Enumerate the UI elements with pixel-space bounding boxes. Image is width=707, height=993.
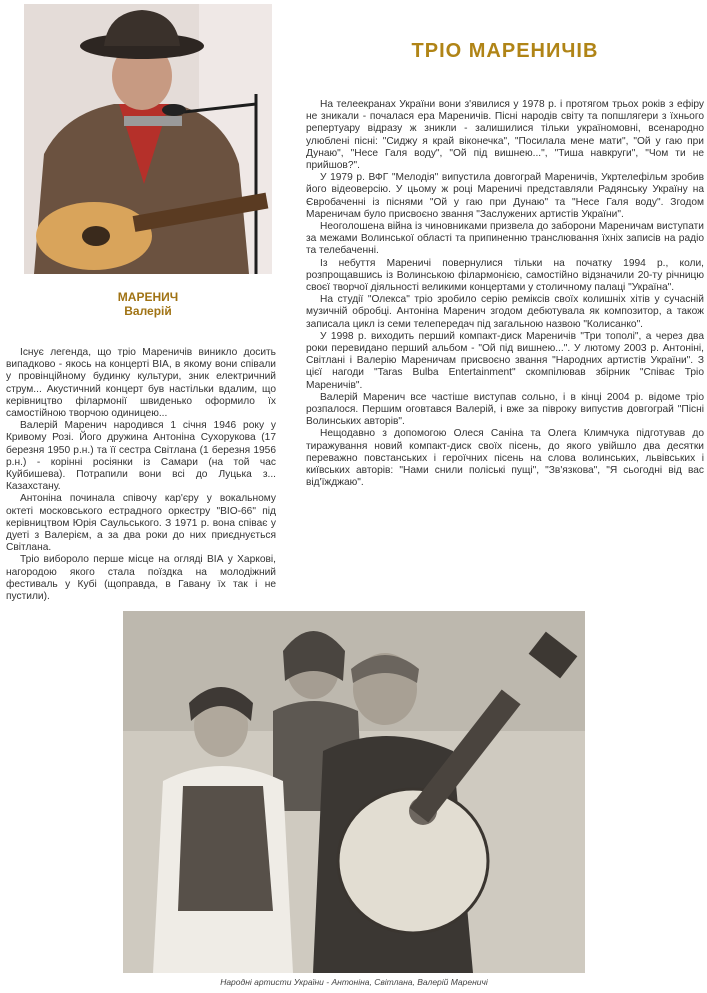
right-paragraph: У 1979 р. ВФГ "Мелодія" випустила довгограй Мареничів, Укртелефільм зробив його відеоверсію. У цьому ж році Мареничі представляли Радянську Україну на Євробаченні із піснями "Ой у гаю при Дунаю" та "Несе Галя воду". Згодом Мареничам було присвоєно звання "Заслужених артистів України". — [306, 172, 704, 220]
portrait-caption-name: Валерій — [124, 304, 172, 318]
right-paragraph: У 1998 р. виходить перший компакт-диск Мареничів "Три тополі", а через два роки перевидано перший альбом - "Ой під вишнею...". У лютому 2003 р. Антоніні, Світлані і Валерію Мареничам присвоєно звання "Народних артистів України". З цієї нагоди "Taras Bulba Entertainment" скомпілював збірник "Співає Тріо Мареничів". — [306, 330, 704, 391]
portrait-photo — [24, 4, 272, 274]
right-paragraph: Валерій Маренич все частіше виступав сольно, і в кінці 2004 р. відоме тріо розпалося. Першим оговтався Валерій, і вже за півроку випустив довгограй "Пісні Волинських авторів". — [306, 391, 704, 428]
right-paragraph: На телеекранах України вони з'явилися у 1978 р. і протягом трьох років з ефіру не зникали - почалася ера Мареничів. Пісні народів світу та попшлягери з їхнього репертуару відразу ж зникли - залишилися тільки україномовні, всенародно улюблені пісні: "Сиджу я край віконечка", "Посилала мене мати", "Ой у гаю при Дунаю", "Несе Галя воду", "Ой під вишнею...", "Тиша навкруги", "Чом ти не прийшов?". — [306, 99, 704, 172]
left-paragraph: Існує легенда, що тріо Мареничів виникло досить випадково - якось на концерті ВІА, в якому вони співали у провінційному будинку культури, зник електричний струм... Акустичний концерт був настільки вдалим, що керівництво філармонії швиденько оформило їх самостійною творчою одиницею... — [6, 347, 276, 420]
right-paragraph: Із небуття Мареничі повернулися тільки на початку 1994 р., коли, розпрощавшись із Волинською філармонією, самостійно відзначили 20-ту річницю своєї творчої діяльності великими концертами у столичному палаці "Україна". — [306, 257, 704, 294]
left-paragraph: Валерій Маренич народився 1 січня 1946 року у Кривому Розі. Його дружина Антоніна Сухорукова (17 березня 1950 р.н.) та її сестра Світлана (1 березня 1956 р.н.) - корінні росіянки із Самари (на той час Куйбишева). Потрапили вони всі до Луцька з... Казахстану. — [6, 420, 276, 493]
right-column — [306, 99, 704, 490]
right-paragraph: На студії "Олекса" тріо зробило серію ремікcів своїх колишніх хітів у сучасній музичній обробці. Антоніна Маренич згодом дебютувала як композитор, а також записала цикл із семи телепередач під загальною назвою "Колисанко". — [306, 294, 704, 330]
group-photo-caption: Народні артисти України - Антоніна, Світлана, Валерій Мареничі — [220, 977, 488, 987]
left-paragraph: Тріо виборолo перше місце на огляді ВІА у Харкові, нагородою якого стала поїздка на молодіжний фестиваль у Кубі (щоправда, в Гавану їх так і не пустили). — [6, 554, 276, 603]
article-title: ТРІО МАРЕНИЧІВ — [411, 40, 599, 62]
group-photo — [123, 611, 585, 973]
right-paragraph: Нещодавно з допомогою Олеся Саніна та Олега Климчука підготував до тиражування новий компакт-диск своїх пісень, до якого увійшло два десятки переважно повстанських і героїчних пісень на слова волинських, львівських і київських авторів: "Нами снили поліські пущі", "Зв'язкова", "Я сьогодні від вас від'їжджаю". — [306, 428, 704, 489]
left-paragraph: Антоніна починала співочу кар'єру у вокальному октеті московського естрадного оркестру "ВІО-66" під керівництвом Юрія Саульського. З 1971 р. вона співає у дуеті з Валерієм, а за два роки до них приєднується Світлана. — [6, 493, 276, 554]
left-column — [6, 347, 276, 603]
right-paragraph: Неоголошена війна із чиновниками призвела до заборони Мареничам виступати за межами Волинської області та припиненню транслювання їхніх записів на радіо та телебаченні. — [306, 221, 704, 257]
portrait-caption-surname: МАРЕНИЧ — [117, 290, 179, 304]
